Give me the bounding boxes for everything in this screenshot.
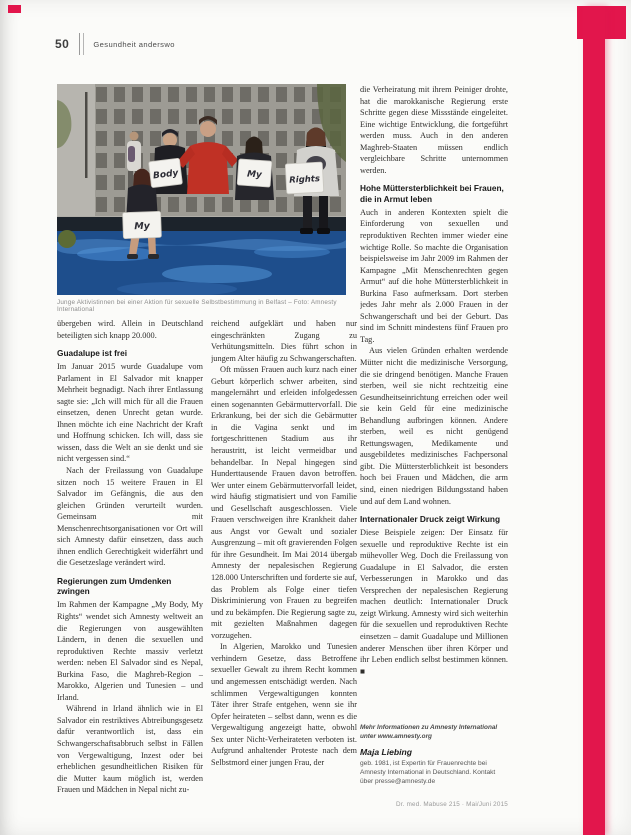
- svg-text:Rights: Rights: [289, 174, 321, 186]
- print-registration-mark: [8, 5, 21, 13]
- accent-bar-strip: [583, 6, 605, 835]
- article-photo: [57, 84, 346, 295]
- green-ball: [58, 230, 76, 248]
- article-subheading: Regierungen zum Umdenken zwingen: [57, 575, 172, 597]
- page-number: 50: [55, 37, 70, 51]
- header-divider: [79, 33, 84, 55]
- svg-text:My: My: [246, 169, 263, 181]
- article-subheading: Internationaler Druck zeigt Wirkung: [360, 514, 501, 525]
- photo-illustration: [57, 84, 346, 295]
- article-paragraph: Auch in anderen Kontexten spielt die Einforderung von sexuellen und reproduktiven Rechten immer wieder eine wichtige Rolle. So machte die Organisation beispielsweise im Jahr 2009 im Rahmen der Kampagne „Mit Menschenrechten gegen Armut“ auf die hohe Müttersterblichkeit in Burkina Faso aufmerksam. Dort sterben jedes Jahr mehr als 2.000 Frauen in der Schwangerschaft und bei der Geburt. Das sind im Schnitt mindestens fünf Frauen pro Tag.: [360, 207, 508, 344]
- article-paragraph: übergeben wird. Allein in Deutschland beteiligten sich knapp 20.000.: [57, 319, 203, 340]
- svg-text:My: My: [134, 220, 151, 233]
- article-paragraph: Nach der Freilassung von Guadalupe sitzen noch 15 weitere Frauen in El Salvador im Gefängnis, die aus den gleichen Gründen verurteilt wurden. Gemeinsam mit Menschenrechtsorganisationen vor Ort will sich Amnesty dafür einsetzen, dass auch ihnen endlich Gerechtigkeit widerfährt und die Gesetzeslage verändert wird.: [57, 466, 203, 568]
- author-bio: geb. 1981, ist Expertin für Frauenrechte bei Amnesty International in Deutschland. Kontakt über presse@amnesty.de: [360, 760, 496, 785]
- article-column: [57, 318, 203, 817]
- sign-rights: [285, 162, 324, 194]
- article-paragraph: die Verheiratung mit ihrem Peiniger drohte, hat die marokkanische Regierung erste Schritte gegen diese Missstände eingeleitet. Eine wichtige Entwicklung, die fortgeführt werden muss. Auch in den anderen Maghreb-Staaten müssen endlich vergleichbare Schritte unternommen werden.: [360, 85, 508, 175]
- article-column: [211, 318, 357, 817]
- article-paragraph: Oft müssen Frauen auch kurz nach einer Geburt körperlich schwer arbeiten, sind mangelernährt und erleiden infolgedessen einen sogenannten Gebärmuttervorfall. Die Erkrankung, bei der sich die Gebärmutter in die Vagina senkt und im fortgeschrittenen Stadium aus ihr heraustritt, ist leicht vermeidbar und behandelbar. In Nepal hingegen sind Hunderttausende Frauen davon betroffen. Wer unter einem Gebärmuttervorfall leidet, wird häufig stigmatisiert und von Familie und Gesellschaft ausgeschlossen. Viele Frauen verschweigen ihre Krankheit daher aus Angst vor Gewalt und sozialer Ausgrenzung – mit oft gravierenden Folgen für ihre Gesundheit. Im Mai 2014 übergab Amnesty der nepalesischen Regierung 128.000 Unterschriften und forderte sie auf, das Problem als Folge einer tiefen Diskriminierung von Frauen zu begreifen und zu bekämpfen. Die Regierung sagte zu, mit gezielten Maßnahmen dagegen vorzugehen.: [211, 365, 357, 640]
- article-paragraph: reichend aufgeklärt und haben nur eingeschränkten Zugang zu Verhütungsmitteln. Dies führt schon in jungem Alter häufig zu Schwangerschaften.: [211, 319, 357, 363]
- article-paragraph: Im Rahmen der Kampagne „My Body, My Rights“ wendet sich Amnesty weltweit an die Regierungen von ausgewählten Ländern, in denen die sexuellen und reproduktiven Rechte massiv verletzt werden: neben El Salvador sind es Nepal, Burkina Faso, die Maghreb-Region – Marokko, Algerien und Tunesien – und Irland.: [57, 600, 203, 702]
- article-paragraph: In Algerien, Marokko und Tunesien verhindern Gesetze, dass Betroffene sexueller Gewalt zu ihrem Recht kommen und angemessen entschädigt werden. Nach schlimmen Vergewaltigungen konnten Täter ihrer Strafe entgehen, wenn sie ihr Opfer heirateten – selbst dann, wenn es die Vergewaltigung angezeigt hatte, obwohl Sex unter Nicht-Verheirateten verboten ist. Aufgrund anhaltender Proteste nach dem Selbstmord einer jungen Frau, der: [211, 642, 357, 767]
- info-note: Mehr Informationen zu Amnesty International unter www.amnesty.org: [360, 724, 498, 740]
- sign-my-right: [237, 159, 272, 187]
- sign-body: [149, 158, 183, 188]
- author-name: Maja Liebing: [360, 747, 413, 757]
- section-title: Gesundheit anderswo: [93, 39, 175, 49]
- article-paragraph: Diese Beispiele zeigen: Der Einsatz für sexuelle und reproduktive Rechte ist ein mühevoller Weg. Doch die Freilassung von Guadalupe in El Salvador, die ersten Verbesserungen in Marokko und das Versprechen der nepalesischen Regierung machen deutlich: Internationaler Druck zeigt Wirkung. Amnesty wird sich weiterhin für die sexuellen und reproduktiven Rechte einsetzen – damit Guadalupe und Millionen anderer Menschen über ihren Körper und ihr Leben endlich selbst bestimmen können. ■: [360, 528, 508, 676]
- article-paragraph: Im Januar 2015 wurde Guadalupe vom Parlament in El Salvador mit knapper Mehrheit begnadigt. Nach ihrer Entlassung sagte sie: „Ich will mich für all die Frauen einsetzen, denen Unrecht getan wurde. Ihnen möchte ich eine Nachricht der Kraft und Hoffnung schicken. Ich will, dass sie wissen, dass die Welt an sie denkt und sie nicht vergessen sind.“: [57, 362, 203, 464]
- page-header: [55, 33, 175, 55]
- sign-my-front: [123, 211, 162, 238]
- article-subheading: Hohe Müttersterblichkeit bei Frauen, die in Armut leben: [360, 183, 504, 204]
- magazine-footer: Dr. med. Mabuse 215 · Mai/Juni 2015: [395, 801, 508, 808]
- article-column: [360, 84, 508, 720]
- article-subheading: Guadalupe ist frei: [57, 348, 128, 359]
- article-paragraph: Aus vielen Gründen erhalten werdende Mütter nicht die medizinische Versorgung, die sie dringend benötigen. Manche Frauen sterben, weil sie nicht rechtzeitig eine Gesundheitseinrichtung erreichen oder weil sie kein Geld für eine medizinische Behandlung aufbringen können. Andere sterben, weil es nicht genügend Rettungswagen, Medikamente und ausgebildetes medizinisches Fachpersonal gibt. Die Müttersterblichkeit ist besonders hoch bei Frauen und Mädchen, die arm sind, einen niedrigen Bildungsstand haben und auf dem Land wohnen.: [360, 346, 508, 506]
- photo-caption: Junge Aktivistinnen bei einer Aktion für sexuelle Selbstbestimmung in Belfast – Foto: Amnesty International: [57, 299, 337, 313]
- svg-text:Body: Body: [152, 168, 179, 182]
- article-paragraph: Während in Irland ähnlich wie in El Salvador ein restriktives Abtreibungsgesetz dafür verantwortlich ist, dass ein Schwangerschaftsabbruch selbst in Fällen von Vergewaltigung, Inzest oder bei erheblichen gesundheitlichen Risiken für die Mutter kaum möglich ist, werden Frauen und Mädchen in Nepal nicht zu-: [57, 704, 203, 795]
